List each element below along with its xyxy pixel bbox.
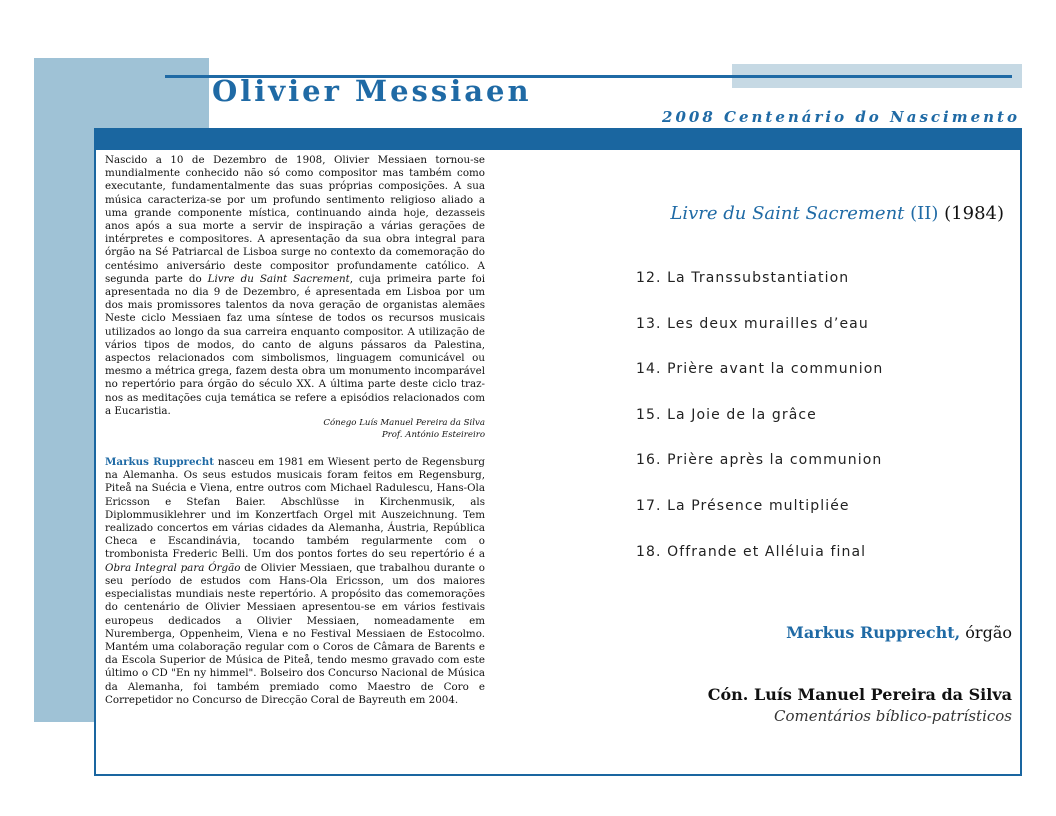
bio-work-title: Obra Integral para Órgão xyxy=(105,561,241,574)
track-item: 14. Prière avant la communion xyxy=(636,361,884,378)
bio-paragraph xyxy=(105,456,485,707)
work-title xyxy=(670,203,1004,224)
work-part: (II) xyxy=(910,203,939,224)
track-item: 13. Les deux murailles d’eau xyxy=(636,315,869,332)
intro-paragraph xyxy=(105,154,485,418)
work-name: Livre du Saint Sacrement xyxy=(670,203,905,224)
track-list xyxy=(636,270,883,589)
track-item: 16. Prière après la communion xyxy=(636,452,883,469)
bio-text-2: de Olivier Messiaen, que trabalhou durante o seu período de estudos com Hans-Ola Ericsson, um dos maiores especialistas mundiais neste repertório. A propósito das comemorações do centenário de Olivier Messiaen apresentou-se em vários festivais europeus dedicados a Olivier Messiaen, nomeadamente em Nuremberga, Oppenheim, Viena e no Festival Messiaen de Estocolmo. Mantém uma colaboração regular com o Coros de Câmara de Barents e da Escola Superior de Música de Piteå, tendo mesmo gravado com este último o CD "En ny himmel". Bolseiro dos Concurso Nacional de Música da Alemanha, foi também premiado como Maestro de Coro e Correpetidor no Concurso de Direcção Coral de Bayreuth em 2004. xyxy=(105,561,485,706)
track-item: 17. La Présence multipliée xyxy=(636,497,850,514)
performer-role: órgão xyxy=(965,623,1012,642)
commentator-name: Cón. Luís Manuel Pereira da Silva xyxy=(707,685,1012,704)
bio-name: Markus Rupprecht xyxy=(105,456,215,469)
signature-line-1: Cónego Luís Manuel Pereira da Silva xyxy=(323,418,485,429)
track-item: 12. La Transsubstantiation xyxy=(636,270,850,286)
performer xyxy=(786,623,1012,642)
intro-text-1: Nascido a 10 de Dezembro de 1908, Olivier Messiaen tornou-se mundialmente conhecido não só como compositor mas também como executante, fundamentalmente das suas próprias composições. A sua música caracteriza-se por um profundo sentimento religioso aliado a uma grande componente mística, continuando ainda hoje, dezasseis anos após a sua morte a servir de inspiração a várias gerações de intérpretes e compositores. A apresentação da sua obra integral para órgão na Sé Patriarcal de Lisboa surge no contexto da comemoração do centésimo aniversário deste compositor profundamente católico. A segunda parte do xyxy=(105,154,485,285)
track-item: 18. Offrande et Alléluia final xyxy=(636,543,867,560)
commentator-role: Comentários bíblico-patrísticos xyxy=(774,707,1012,725)
page-title: Olivier Messiaen xyxy=(212,74,532,108)
intro-text-2: , cuja primeira parte foi apresentada no dia 9 de Dezembro, é apresentada em Lisboa por um dos mais promissores talentos da nova geração de organistas alemães Neste ciclo Messiaen faz uma síntese de todos os recursos musicais utilizados ao longo da sua carreira enquanto compositor. A utilização de vários tipos de modos, do canto de alguns pássaros da Palestina, aspectos relacionados com simbolismos, linguagem comunicável ou mesmo a métrica grega, fazem desta obra um monumento incomparável no repertório para órgão do século XX. A última parte deste ciclo traz-nos as meditações cuja temática se refere a episódios relacionados com a Eucaristia. xyxy=(105,272,485,417)
performer-name: Markus Rupprecht, xyxy=(786,623,961,642)
commentator xyxy=(708,685,1012,725)
intro-work-title: Livre du Saint Sacrement xyxy=(207,272,350,285)
page-subtitle: 2008 Centenário do Nascimento xyxy=(662,108,1020,126)
track-item: 15. La Joie de la grâce xyxy=(636,406,817,423)
signature xyxy=(105,418,485,441)
left-column xyxy=(105,154,485,707)
signature-line-2: Prof. António Esteireiro xyxy=(381,429,485,440)
bio-text-1: nasceu em 1981 em Wiesent perto de Regensburg na Alemanha. Os seus estudos musicais foram feitos em Regensburg, Piteå na Suécia e Viena, entre outros com Michael Radulescu, Hans-Ola Ericsson e Stefan Baier. Abschlüsse in Kirchenmusik, als Diplommusiklehrer und im Konzertfach Orgel mit Auszeichnung. Tem realizado concertos em várias cidades da Alemanha, Áustria, República Checa e Escandinávia, tocando também regularmente com o trombonista Frederic Belli. Um dos pontos fortes do seu repertório é a xyxy=(105,456,486,561)
work-year: (1984) xyxy=(944,203,1004,224)
